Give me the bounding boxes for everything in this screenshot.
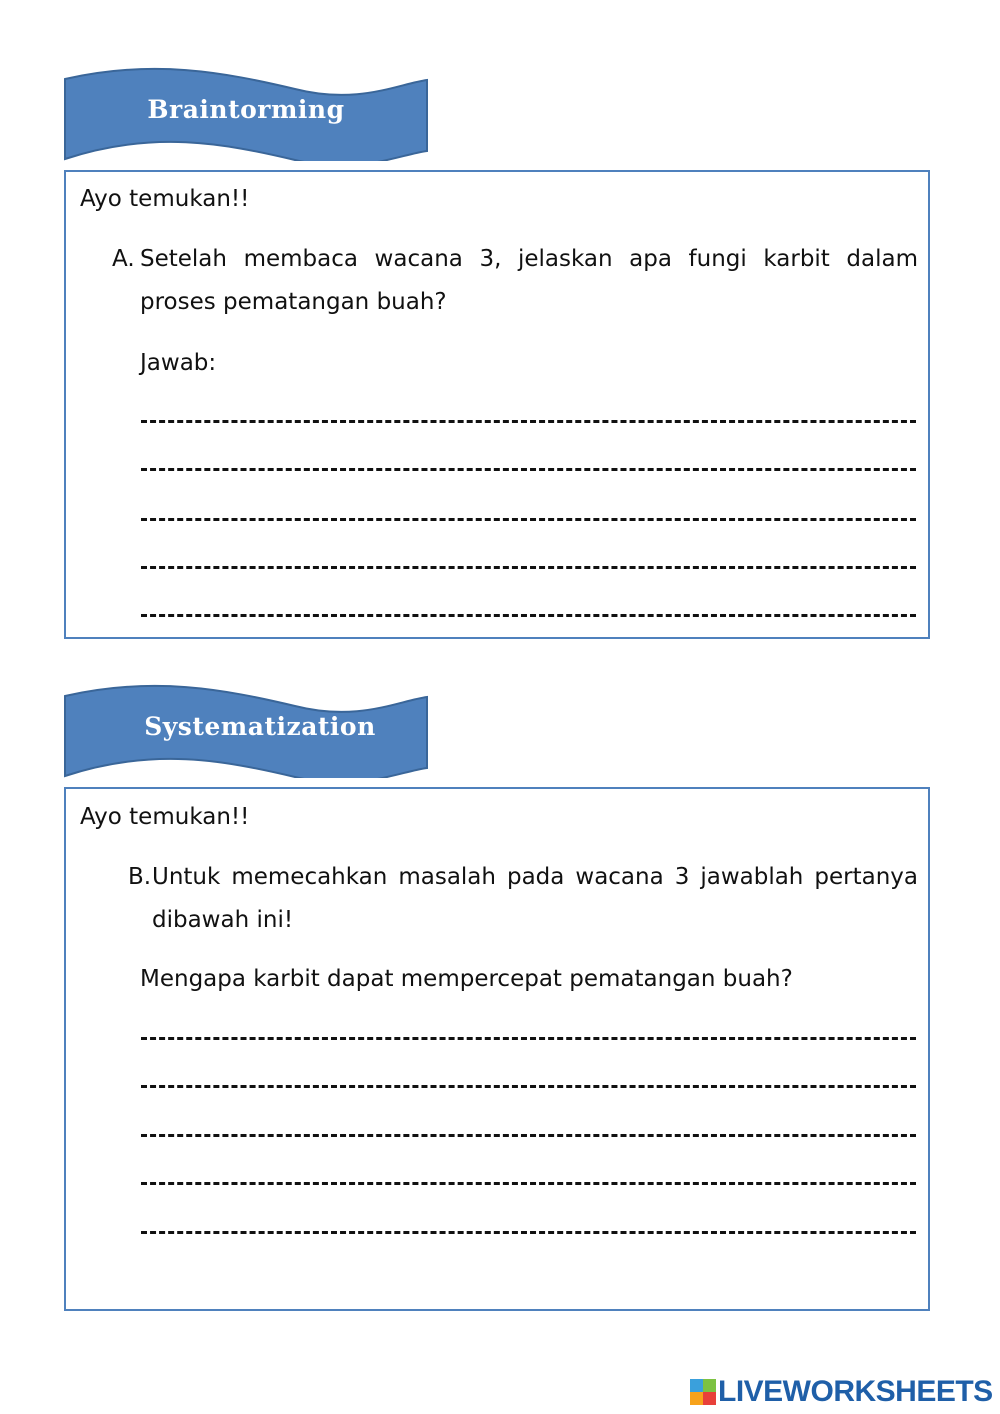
- section-1-banner: [63, 67, 429, 161]
- banner-title: Systematization: [144, 712, 376, 741]
- intro-text: Ayo temukan!!: [80, 804, 250, 830]
- banner-title: Braintorming: [147, 95, 345, 124]
- answer-line: [141, 518, 916, 521]
- logo-mark-icon: [690, 1379, 716, 1405]
- answer-line: [141, 420, 916, 423]
- logo-text: LIVEWORKSHEETS: [718, 1375, 993, 1408]
- answer-line: [141, 468, 916, 471]
- answer-line: [141, 1037, 916, 1040]
- question-label: B.: [128, 864, 152, 890]
- question-text: Untuk memecahkan masalah pada wacana 3 jawablah pertanya dibawah ini!: [152, 864, 918, 933]
- answer-line: [141, 1231, 916, 1234]
- answer-label: Jawab:: [140, 350, 217, 376]
- section-2-banner: [63, 684, 429, 778]
- answer-line: [141, 1182, 916, 1185]
- section-2-box: [64, 787, 930, 1311]
- answer-line: [141, 1134, 916, 1137]
- section-1-box: [64, 170, 930, 639]
- liveworksheets-logo[interactable]: [690, 1372, 993, 1412]
- answer-line: [141, 614, 916, 617]
- answer-line: [141, 566, 916, 569]
- answer-line: [141, 1085, 916, 1088]
- question-label: A.: [112, 246, 135, 272]
- intro-text: Ayo temukan!!: [80, 186, 250, 212]
- question-text: Setelah membaca wacana 3, jelaskan apa fungi karbit dalam proses pematangan buah?: [140, 246, 918, 315]
- question-prompt: Mengapa karbit dapat mempercepat pematangan buah?: [140, 966, 793, 992]
